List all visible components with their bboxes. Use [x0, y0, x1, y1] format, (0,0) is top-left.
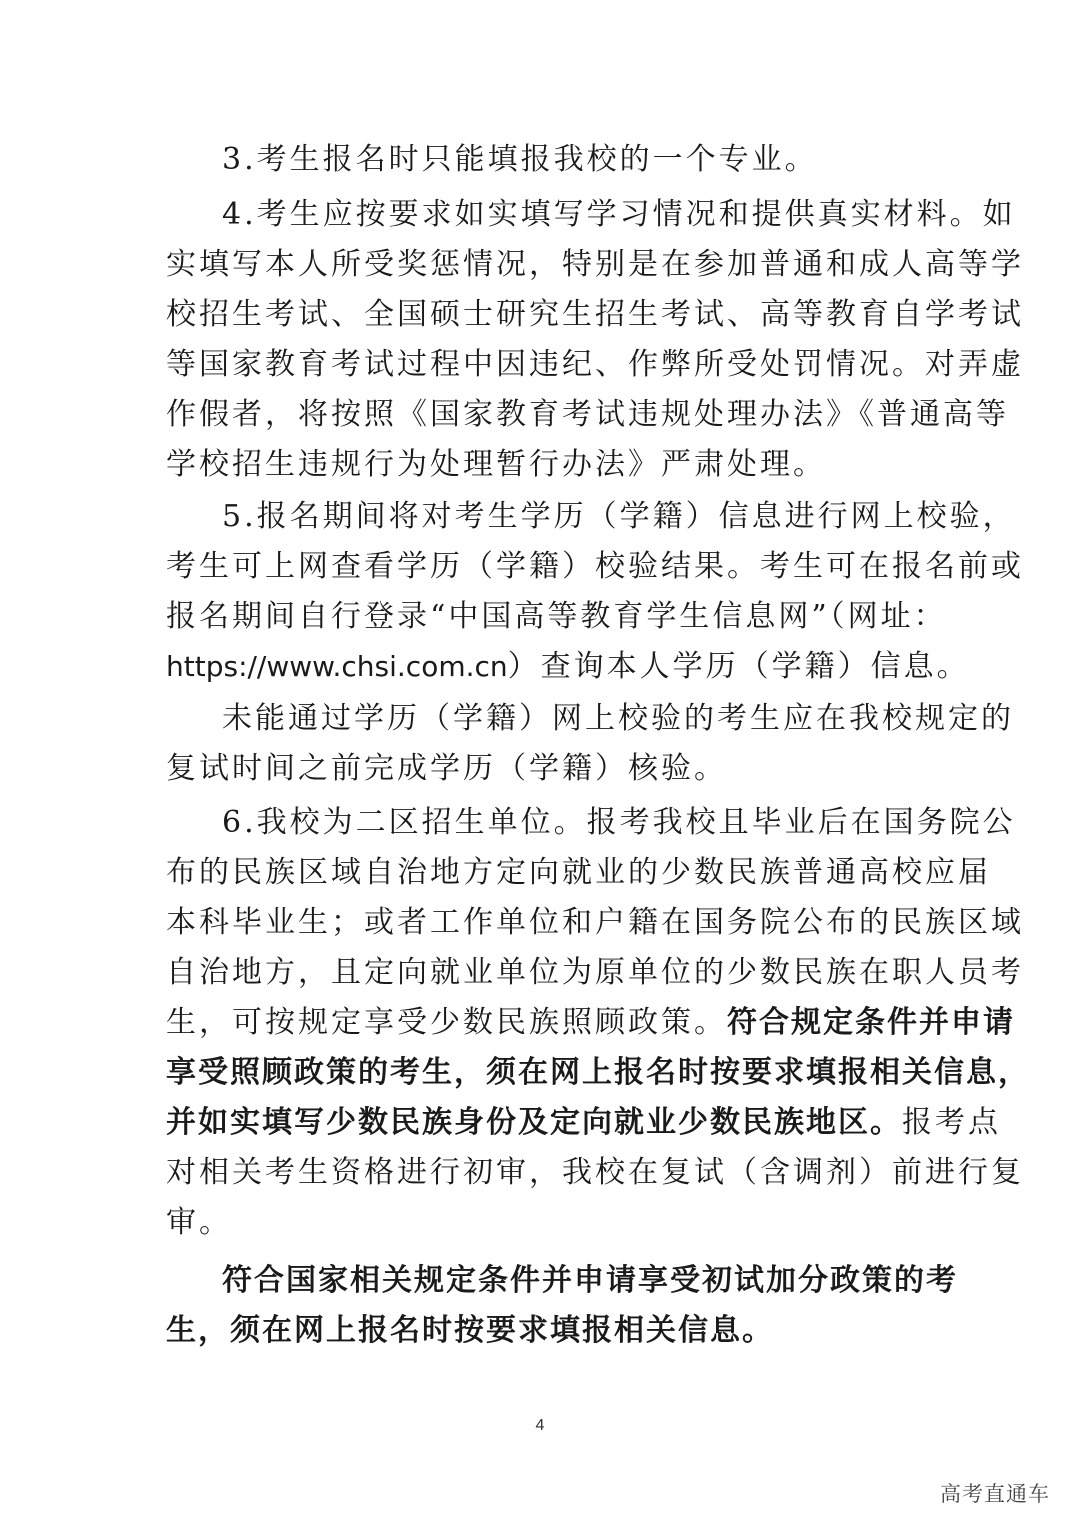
- paragraph-4-line-1: 4.考生应按要求如实填写学习情况和提供真实材料。如: [222, 197, 1016, 232]
- paragraph-6-line-7-bold: 并如实填写少数民族身份及定向就业少数民族地区。: [166, 1105, 902, 1140]
- paragraph-3-line-1: 3.考生报名时只能填报我校的一个专业。: [222, 142, 818, 177]
- paragraph-7-line-2: 生，须在网上报名时按要求填报相关信息。: [166, 1313, 774, 1348]
- watermark: 高考直通车: [940, 1482, 1050, 1506]
- paragraph-5-line-4: [166, 648, 970, 688]
- paragraph-5b-line-2: 复试时间之前完成学历（学籍）核验。: [166, 751, 727, 786]
- paragraph-7-line-1: 符合国家相关规定条件并申请享受初试加分政策的考: [222, 1263, 958, 1298]
- paragraph-6-line-5: [166, 1004, 1015, 1044]
- paragraph-4-line-5: 作假者，将按照《国家教育考试违规处理办法》《普通高等: [166, 397, 1009, 432]
- chsi-url: https://www.chsi.com.cn: [166, 650, 508, 683]
- paragraph-5b-line-1: 未能通过学历（学籍）网上校验的考生应在我校规定的: [222, 701, 1014, 736]
- paragraph-6-line-3: 本科毕业生；或者工作单位和户籍在国务院公布的民族区域: [166, 905, 1024, 940]
- paragraph-5-line-4-rest: ）查询本人学历（学籍）信息。: [507, 649, 970, 684]
- paragraph-5-line-3: 报名期间自行登录“中国高等教育学生信息网”（网址：: [166, 599, 947, 634]
- paragraph-6-line-7: [166, 1104, 1001, 1144]
- paragraph-5-line-1: 5.报名期间将对考生学历（学籍）信息进行网上校验，: [222, 499, 1016, 534]
- paragraph-6-line-5-normal: 生，可按规定享受少数民族照顾政策。: [166, 1005, 727, 1040]
- paragraph-6-line-4: 自治地方，且定向就业单位为原单位的少数民族在职人员考: [166, 955, 1024, 990]
- page-number: 4: [535, 1417, 545, 1434]
- paragraph-6-line-1: 6.我校为二区招生单位。报考我校且毕业后在国务院公: [222, 805, 1016, 840]
- paragraph-6-line-8: 对相关考生资格进行初审，我校在复试（含调剂）前进行复: [166, 1155, 1024, 1190]
- paragraph-6-line-9: 审。: [166, 1205, 232, 1240]
- paragraph-4-line-6: 学校招生违规行为处理暂行办法》严肃处理。: [166, 447, 826, 482]
- paragraph-6-line-6: 享受照顾政策的考生，须在网上报名时按要求填报相关信息，: [166, 1055, 1030, 1090]
- paragraph-4-line-3: 校招生考试、全国硕士研究生招生考试、高等教育自学考试: [166, 297, 1024, 332]
- paragraph-4-line-2: 实填写本人所受奖惩情况，特别是在参加普通和成人高等学: [166, 247, 1024, 282]
- paragraph-6-line-5-bold: 符合规定条件并申请: [727, 1005, 1015, 1040]
- paragraph-4-line-4: 等国家教育考试过程中因违纪、作弊所受处罚情况。对弄虚: [166, 347, 1024, 382]
- paragraph-5-line-2: 考生可上网查看学历（学籍）校验结果。考生可在报名前或: [166, 549, 1024, 584]
- paragraph-6-line-7-normal: 报考点: [902, 1105, 1001, 1140]
- paragraph-6-line-2: 布的民族区域自治地方定向就业的少数民族普通高校应届: [166, 855, 991, 890]
